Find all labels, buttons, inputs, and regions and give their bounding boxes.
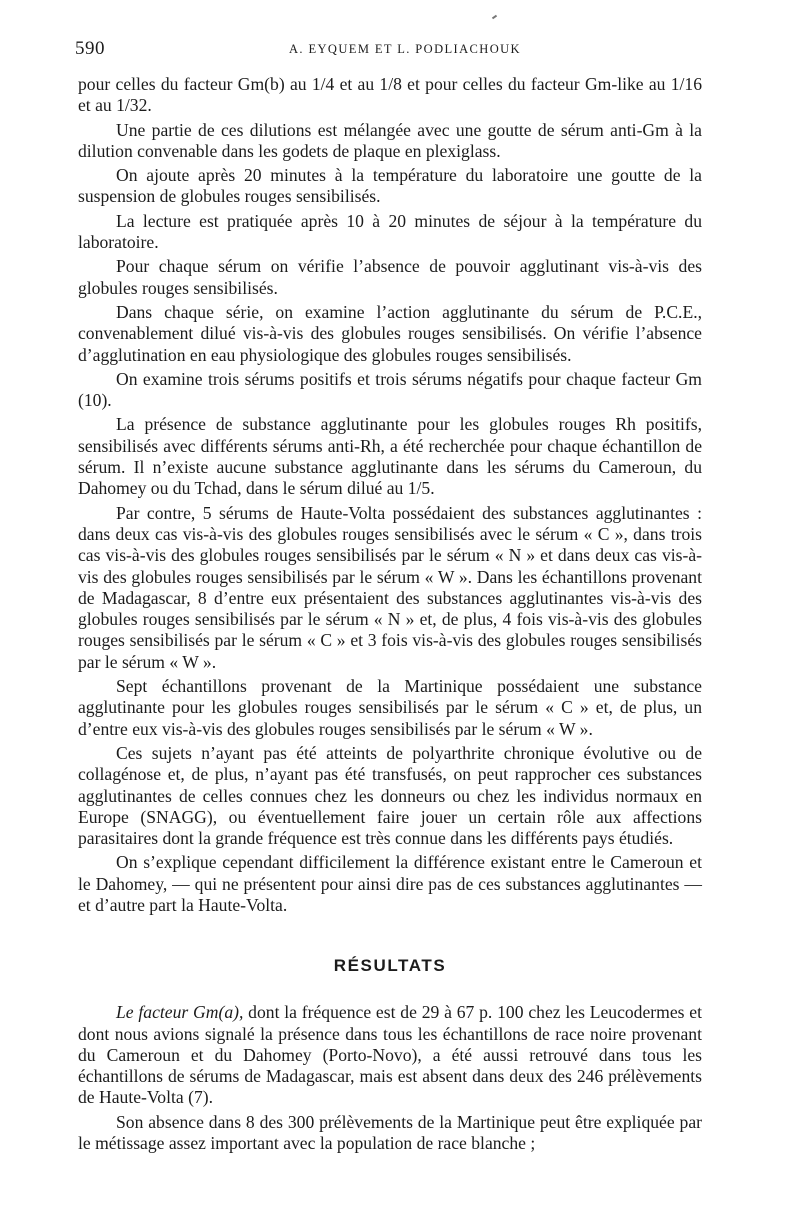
- running-head: [75, 38, 702, 66]
- methods-text: [78, 74, 702, 916]
- paragraph-1: pour celles du facteur Gm(b) au 1/4 et au 1/8 et pour celles du facteur Gm-like au 1/16 et au 1/32.: [78, 74, 702, 116]
- paragraph-8: La présence de substance agglutinante pour les globules rouges Rh positifs, sensibilisés avec différents sérums anti-Rh, a été recherchée pour chaque échantillon de sérum. Il n’existe aucune substance agglutinante dans les sérums du Cameroun, du Dahomey ou du Tchad, dans le sérum dilué au 1/5.: [78, 414, 702, 499]
- paragraph-9: Par contre, 5 sérums de Haute-Volta possédaient des substances agglutinantes : dans deux cas vis-à-vis des globules rouges sensibilisés avec le sérum « C », dans trois cas vis-à-vis des globules rouges sensibilisés par le sérum « N » et dans deux cas vis-à-vis des globules rouges sensibilisés par le sérum « W ». Dans les échantillons provenant de Madagascar, 8 d’entre eux présentaient des substances agglutinantes vis-à-vis des globules rouges sensibilisés par le sérum « N » et, de plus, 4 fois vis-à-vis des globules rouges sensibilisés par le sérum « C » et 3 fois vis-à-vis des globules rouges sensibilisés par le sérum « W ».: [78, 502, 702, 672]
- header-authors: A. EYQUEM ET L. PODLIACHOUK: [288, 42, 521, 56]
- paragraph-5: Pour chaque sérum on vérifie l’absence de pouvoir agglutinant vis-à-vis des globules rouges sensibilisés.: [78, 256, 702, 298]
- paragraph-4: La lecture est pratiquée après 10 à 20 minutes de séjour à la température du laboratoire.: [78, 210, 702, 253]
- paragraph-2: Une partie de ces dilutions est mélangée avec une goutte de sérum anti-Gm à la dilution convenable dans les godets de plaque en plexiglass.: [78, 119, 702, 161]
- paragraph-3: On ajoute après 20 minutes à la température du laboratoire une goutte de la suspension de globules rouges sensibilisés.: [78, 165, 702, 207]
- results-paragraph-1: [78, 1002, 702, 1108]
- paragraph-11: Ces sujets n’ayant pas été atteints de polyarthrite chronique évolutive ou de collagénose et, de plus, n’ayant pas été transfusés, on peut rapprocher ces substances agglutinantes de celles connues chez les donneurs ou chez les individus normaux en Europe (SNAGG), ou éventuellement faire jouer un certain rôle aux affections parasitaires dont la grande fréquence est très connue dans les différents pays étudiés.: [78, 742, 702, 849]
- section-heading-results: RÉSULTATS: [333, 956, 447, 976]
- results-paragraph-1-text: dont la fréquence est de 29 à 67 p. 100 chez les Leucodermes et dont nous avions signalé la présence dans tous les échantillons de race noire provenant du Cameroun et du Dahomey (Porto-Novo), a été aussi retrouvé dans tous les échantillons de sérums de Madagascar, mais est absent dans deux des 246 prélèvements de Haute-Volta (7).: [78, 1002, 702, 1108]
- page: [75, 38, 702, 1157]
- paragraph-10: Sept échantillons provenant de la Martinique possédaient une substance agglutinante pour les globules rouges sensibilisés par le sérum « C » et, de plus, un d’entre eux vis-à-vis des globules rouges sensibilisés par le sérum « W ».: [78, 676, 702, 739]
- scan-mark: [492, 15, 497, 20]
- paragraph-12: On s’explique cependant difficilement la différence existant entre le Cameroun et le Dahomey, — qui ne présentent pour ainsi dire pas de ces substances agglutinantes — et d’autre part la Haute-Volta.: [78, 852, 702, 915]
- results-paragraph-2: Son absence dans 8 des 300 prélèvements de la Martinique peut être expliquée par le métissage assez important avec la population de race blanche ;: [78, 1111, 702, 1154]
- paragraph-7: On examine trois sérums positifs et trois sérums négatifs pour chaque facteur Gm (10).: [78, 368, 702, 411]
- gm-a-factor-term: Le facteur Gm(a),: [116, 1002, 244, 1023]
- results-text: [78, 1002, 702, 1154]
- paragraph-6: Dans chaque série, on examine l’action agglutinante du sérum de P.C.E., convenablement dilué vis-à-vis des globules rouges sensibilisés. On vérifie l’absence d’agglutination en eau physiologique des globules rouges sensibilisés.: [78, 301, 702, 365]
- page-number: 590: [75, 38, 105, 59]
